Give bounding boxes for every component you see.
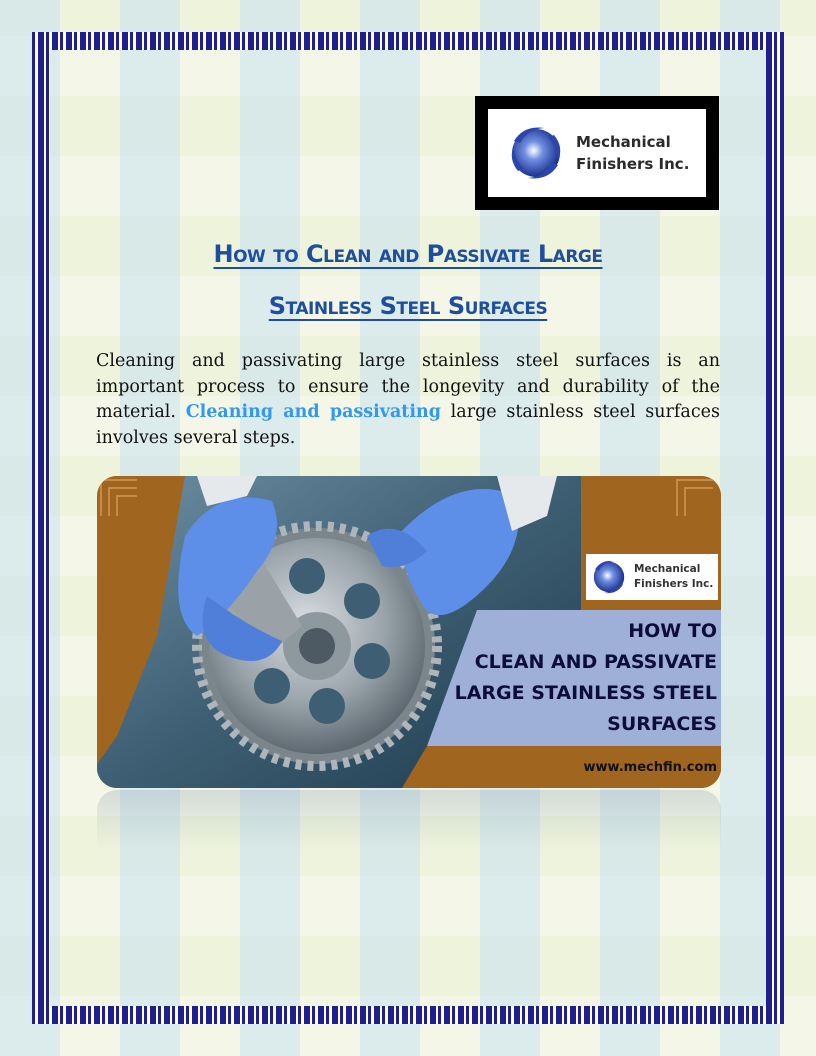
banner-logo [586, 554, 718, 600]
banner-logo-line-2: Finishers Inc. [634, 578, 714, 590]
banner-reflection [97, 790, 721, 850]
banner-heading-line-3: LARGE STAINLESS STEEL [454, 682, 717, 704]
banner-heading-line-2: CLEAN AND PASSIVATE [474, 651, 717, 673]
intro-paragraph [96, 349, 720, 451]
logo-line-2: Finishers Inc. [576, 155, 690, 173]
banner-logo-line-1: Mechanical [634, 563, 701, 575]
banner-heading-line-1: HOW TO [628, 620, 717, 642]
cleaning-passivating-link[interactable]: Cleaning and passivating [185, 402, 441, 422]
logo-line-1: Mechanical [576, 133, 671, 151]
banner-heading [440, 616, 717, 740]
banner-heading-line-4: SURFACES [607, 713, 717, 735]
title-line-2: Stainless Steel Surfaces [268, 292, 548, 320]
swirl-logo-icon [506, 123, 566, 183]
banner-swirl-logo-icon [590, 558, 628, 596]
page-title [96, 228, 720, 332]
company-logo [475, 96, 719, 210]
title-line-1: How to Clean and Passivate Large [213, 240, 603, 268]
banner-url: www.mechfin.com [583, 760, 717, 775]
intro-text-before: Cleaning and passivating large stainless steel surfaces is an important process to ensure the longevity and durability of the material. [96, 351, 720, 422]
intro-text-after: large stainless steel surfaces involves several steps. [96, 402, 720, 448]
